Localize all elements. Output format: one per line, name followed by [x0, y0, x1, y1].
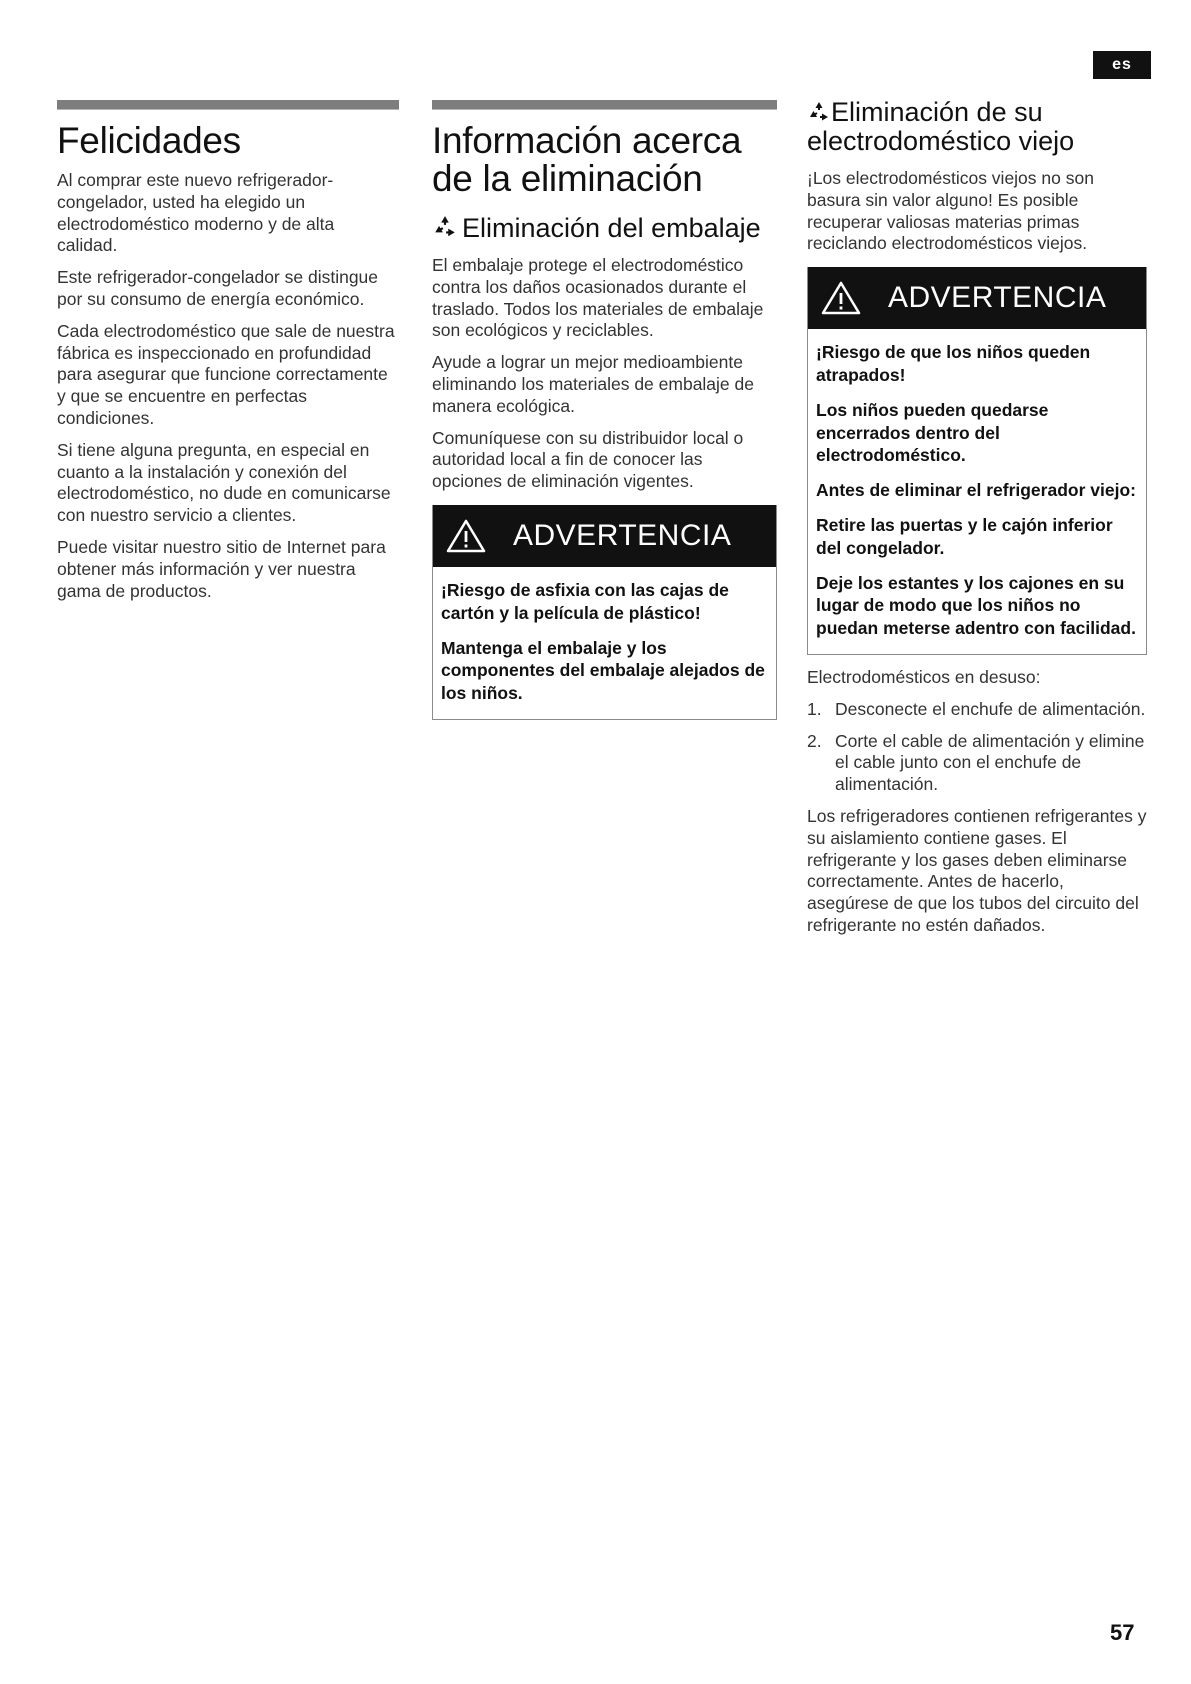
warning-label: ADVERTENCIA [888, 281, 1107, 315]
column-felicidades [57, 100, 399, 612]
section-rule [432, 100, 777, 110]
warning-line: Deje los estantes y los cajones en su lugar de modo que los niños no puedan meterse adentro con facilidad. [816, 572, 1136, 639]
column-eliminacion [432, 100, 777, 732]
electrodomestico-viejo-subtitle-text: Eliminación de su electrodoméstico viejo [807, 97, 1075, 156]
paragraph: Los refrigeradores contienen refrigerantes y su aislamiento contiene gases. El refrigerante y los gases deben eliminarse correctamente. Antes de hacerlo, asegúrese de que los tubos del circuito del refrigerante no estén dañados. [807, 805, 1147, 935]
language-badge: es [1093, 51, 1151, 79]
felicidades-title: Felicidades [57, 120, 241, 161]
paragraph: Comuníquese con su distribuidor local o autoridad local a fin de conocer las opciones de eliminación vigentes. [432, 427, 744, 492]
step-text: Corte el cable de alimentación y elimine el cable junto con el enchufe de alimentación. [835, 730, 1145, 795]
eliminacion-title: Información acerca de la eliminación [432, 120, 742, 199]
list-item [807, 699, 1147, 721]
disposal-steps [807, 699, 1147, 796]
warning-box-asfixia [432, 505, 777, 720]
recycle-icon [432, 214, 458, 240]
embalaje-subtitle-text: Eliminación del embalaje [462, 213, 761, 243]
list-item [807, 731, 1147, 796]
step-number: 1. [807, 698, 822, 719]
warning-header [433, 505, 776, 567]
warning-body [433, 567, 776, 719]
warning-body [808, 329, 1146, 654]
step-text: Desconecte el enchufe de alimentación. [835, 698, 1146, 719]
page-number: 57 [1110, 1620, 1135, 1645]
warning-label: ADVERTENCIA [513, 518, 732, 552]
paragraph: ¡Los electrodomésticos viejos no son basura sin valor alguno! Es posible recuperar valiosas materias primas reciclando electrodomésticos viejos. [807, 168, 1094, 254]
warning-header [808, 267, 1146, 329]
column-electrodomestico-viejo [807, 98, 1147, 947]
paragraph: Cada electrodoméstico que sale de nuestra fábrica es inspeccionado en profundidad para asegurar que funcione correctamente y que se encuentre en perfectas condiciones. [57, 320, 395, 428]
warning-triangle-icon [820, 280, 862, 316]
warning-box-atrapados [807, 267, 1147, 655]
electrodomestico-viejo-subtitle [807, 98, 1147, 156]
list-intro: Electrodomésticos en desuso: [807, 666, 1041, 687]
warning-line: Retire las puertas y le cajón inferior del congelador. [816, 514, 1113, 558]
step-number: 2. [807, 730, 822, 751]
recycle-icon [807, 100, 831, 124]
paragraph: Ayude a lograr un mejor medioambiente eliminando los materiales de embalaje de manera ecológica. [432, 352, 754, 416]
warning-line: Los niños pueden quedarse encerrados dentro del electrodoméstico. [816, 399, 1049, 466]
warning-line: Antes de eliminar el refrigerador viejo: [816, 480, 1136, 501]
warning-line: ¡Riesgo de asfixia con las cajas de cartón y la película de plástico! [441, 579, 729, 623]
warning-triangle-icon [445, 518, 487, 554]
paragraph: Puede visitar nuestro sitio de Internet para obtener más información y ver nuestra gama de productos. [57, 536, 386, 601]
paragraph: Este refrigerador-congelador se distingue por su consumo de energía económico. [57, 267, 379, 309]
embalaje-subtitle [432, 214, 777, 243]
warning-line: ¡Riesgo de que los niños queden atrapados! [816, 342, 1091, 385]
paragraph: El embalaje protege el electrodoméstico contra los daños ocasionados durante el traslado. Todos los materiales de embalaje son ecológicos y reciclables. [432, 255, 764, 341]
warning-line: Mantenga el embalaje y los componentes del embalaje alejados de los niños. [441, 637, 765, 704]
section-rule [57, 100, 399, 110]
paragraph: Si tiene alguna pregunta, en especial en cuanto a la instalación y conexión del electrodoméstico, no dude en comunicarse con nuestro servicio a clientes. [57, 439, 391, 526]
paragraph: Al comprar este nuevo refrigerador-congelador, usted ha elegido un electrodoméstico moderno y de alta calidad. [57, 170, 335, 256]
